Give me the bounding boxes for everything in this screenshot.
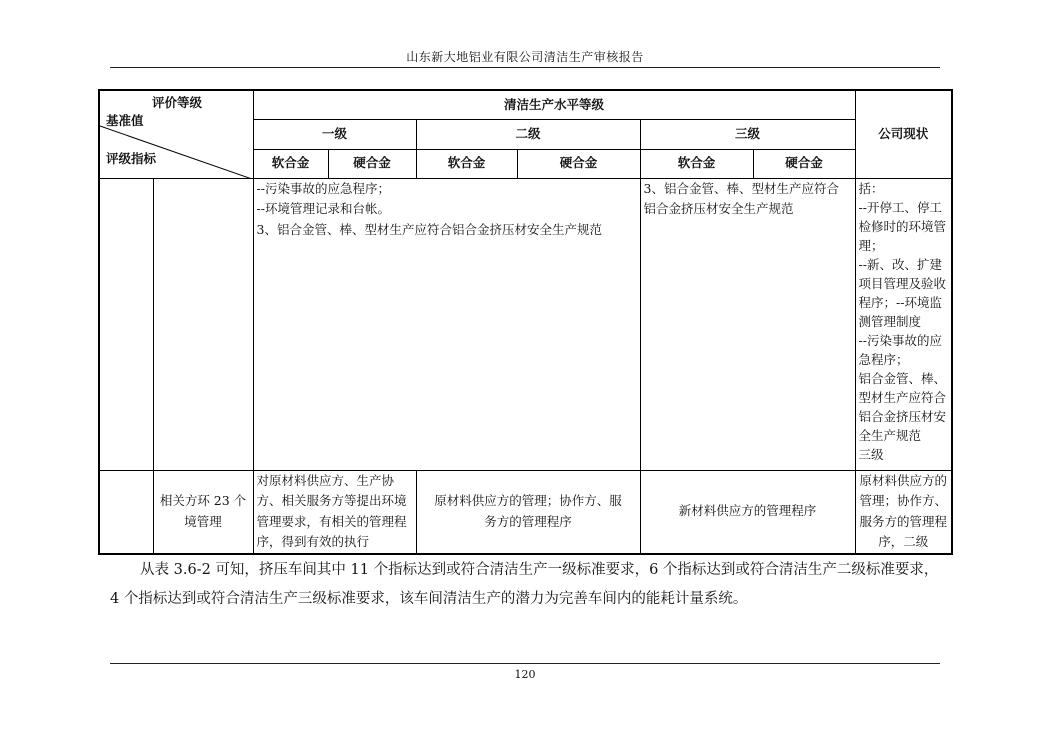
alloy-header: 硬合金 <box>517 149 640 178</box>
requirement-line: 方、相关服务方等提出环境 <box>256 493 407 508</box>
clean-level-header: 清洁生产水平等级 <box>253 90 855 119</box>
status-line: --开停工、停工 <box>858 199 942 215</box>
level-3-header: 三级 <box>640 119 855 149</box>
alloy-header: 硬合金 <box>753 149 855 178</box>
level-3-cell: 新材料供应方的管理程序 <box>640 470 855 554</box>
company-status-cell <box>855 178 952 470</box>
corner-eval-level: 评价等级 <box>152 95 203 110</box>
status-line: 全生产规范 <box>858 427 922 443</box>
level-2-header: 二级 <box>416 119 640 149</box>
level-1-header: 一级 <box>253 119 416 149</box>
requirement-line: 3、铝合金管、棒、型材生产应符合铝合金挤压材安全生产规范 <box>256 221 602 237</box>
empty-cell <box>99 178 153 470</box>
page-number: 120 <box>514 668 536 681</box>
status-line: 理； <box>858 237 884 253</box>
status-line: 型材生产应符合 <box>858 389 947 405</box>
status-line: 铝合金管、棒、 <box>858 370 947 386</box>
status-line: 项目管理及验收 <box>858 275 947 291</box>
summary-paragraph <box>110 556 945 614</box>
corner-benchmark: 基准值 <box>106 113 144 128</box>
header-divider <box>110 67 940 68</box>
empty-cell <box>99 470 153 554</box>
requirement-line: --环境管理记录和台帐。 <box>256 201 390 216</box>
requirement-line: 务方的管理程序 <box>484 513 572 529</box>
paragraph-line: 从表 3.6-2 可知，挤压车间其中 11 个指标达到或符合清洁生产一级标准要求，6 个指标达到或符合清洁生产二级标准要求， <box>140 562 939 578</box>
status-line: 铝合金挤压材安 <box>858 408 947 424</box>
company-status-header: 公司现状 <box>855 90 952 178</box>
level-2-cell <box>416 470 640 554</box>
evaluation-table <box>98 89 951 555</box>
requirement-line: --污染事故的应急程序； <box>256 180 390 196</box>
status-line: 三级 <box>858 446 884 462</box>
levels-1-2-requirements <box>253 178 640 470</box>
requirement-line: 铝合金挤压材安全生产规范 <box>643 201 794 216</box>
table-row <box>99 470 952 554</box>
requirement-line: 3、铝合金管、棒、型材生产应符合 <box>643 180 839 196</box>
status-line: 急程序； <box>858 351 909 367</box>
footer-divider <box>110 663 940 664</box>
alloy-header: 软合金 <box>416 149 517 178</box>
status-line: 检修时的环境管 <box>858 218 947 234</box>
status-line: 序，二级 <box>878 534 929 549</box>
status-line: --污染事故的应 <box>858 332 942 348</box>
requirement-line: 原材料供应方的管理；协作方、服 <box>434 493 622 508</box>
table-row <box>99 178 952 470</box>
company-status-cell <box>855 470 952 554</box>
alloy-header: 硬合金 <box>328 149 416 178</box>
alloy-header: 软合金 <box>253 149 328 178</box>
indicator-line: 境管理 <box>184 513 222 529</box>
report-header-title: 山东新大地铝业有限公司清洁生产审核报告 <box>406 50 644 64</box>
indicator-line: 相关方环 23 个 <box>159 493 247 508</box>
alloy-header: 软合金 <box>640 149 753 178</box>
level-1-cell <box>253 470 416 554</box>
status-line: 原材料供应方的 <box>859 472 948 488</box>
paragraph-line: 4 个指标达到或符合清洁生产三级标准要求，该车间清洁生产的潜力为完善车间内的能耗计量系统。 <box>110 591 748 607</box>
status-line: 测管理制度 <box>858 313 922 329</box>
table-corner-header <box>99 90 253 178</box>
status-line: 服务方的管理程 <box>859 513 948 529</box>
requirement-line: 序，得到有效的执行 <box>256 534 370 549</box>
empty-cell <box>153 178 253 470</box>
requirement-line: 管理要求，有相关的管理程 <box>256 513 407 529</box>
requirement-line: 对原材料供应方、生产协 <box>256 472 395 488</box>
status-line: 程序；--环境监 <box>858 294 942 310</box>
level-3-requirements <box>640 178 855 470</box>
status-line: --新、改、扩建 <box>858 256 942 272</box>
status-line: 管理；协作方、 <box>859 493 948 508</box>
status-line: 括： <box>858 180 884 196</box>
indicator-cell <box>153 470 253 554</box>
corner-indicator: 评级指标 <box>106 151 157 166</box>
